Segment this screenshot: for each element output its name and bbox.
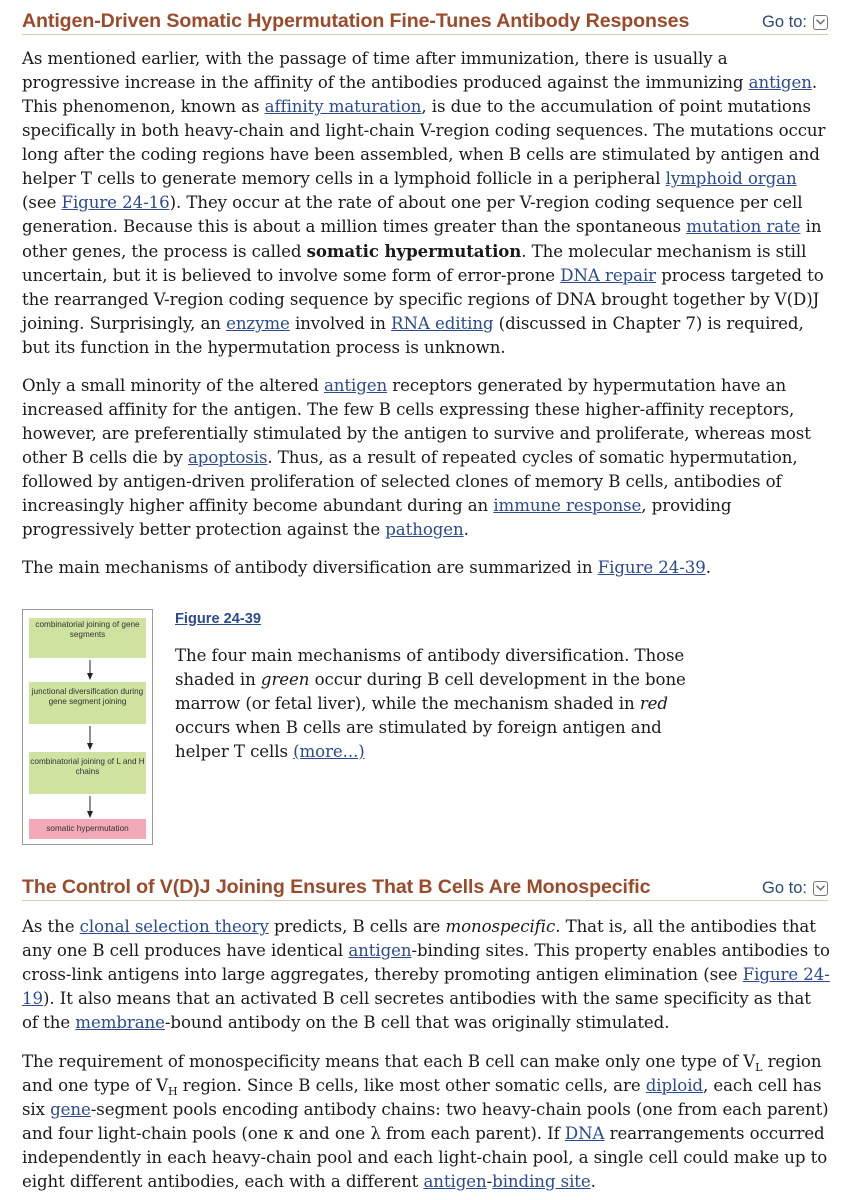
chevron-down-icon[interactable] [813, 15, 828, 30]
goto-menu[interactable] [762, 879, 828, 898]
link-immune-response[interactable]: immune response [493, 496, 642, 515]
link-antigen[interactable]: antigen [748, 73, 812, 92]
goto-label: Go to: [762, 13, 807, 31]
paragraph: The requirement of monospecificity means that each B cell can make only one type of $V_L$ region and one type of $V_H$ region. Since B cells, like most other somatic cells, are diploid, each cell has six gene-segment pools encoding antibody chains: two heavy-chain pools (one from each parent) and four light-chain pools (one κ and one λ from each parent). If DNA rearrangements occurred independently in each heavy-chain pool and each light-chain pool, a single cell could make up to eight different antibodies, each with a different antigen-binding site. [22, 1052, 829, 1191]
paragraph: As the clonal selection theory predicts, B cells are monospecific. That is, all the antibodies that any one B cell produces have identical antigen-binding sites. This property enables antibodies to cross-link antigens into large aggregates, thereby promoting antigen elimination (see Figure 24-19). It also means that an activated B cell secretes antibodies with the same specificity as that of the membrane-bound antibody on the B cell that was originally stimulated. [22, 917, 830, 1032]
section-heading-row [22, 4, 828, 35]
link-gene[interactable]: gene [50, 1100, 91, 1119]
arrow-down-icon [87, 796, 93, 818]
paragraph: The main mechanisms of antibody diversification are summarized in Figure 24-39. [22, 558, 711, 577]
section-heading-row [22, 870, 828, 901]
arrow-down-icon [87, 726, 93, 750]
link-dna-repair[interactable]: DNA repair [560, 266, 657, 285]
paragraph: Only a small minority of the altered antigen receptors generated by hypermutation have an increased affinity for the antigen. The few B cells expressing these higher-affinity receptors, however, are preferentially stimulated by the antigen to survive and proliferate, whereas most other B cells die by apoptosis. Thus, as a result of repeated cycles of somatic hypermutation, followed by antigen-driven proliferation of selected clones of memory B cells, antibodies of increasingly higher affinity become abundant during an immune response, providing progressively better protection against the pathogen. [22, 376, 811, 539]
figure-label-link[interactable]: Figure 24-39 [175, 611, 261, 627]
diagram-box-junctional-diversification: junctional diversification during gene segment joining [29, 682, 146, 724]
chevron-down-icon[interactable] [813, 881, 828, 896]
link-lymphoid-organ[interactable]: lymphoid organ [665, 169, 797, 188]
link-binding-site[interactable]: binding site [492, 1172, 591, 1191]
link-antigen[interactable]: antigen [423, 1172, 487, 1191]
link-figure-24-16[interactable]: Figure 24-16 [61, 193, 170, 212]
diagram-box-combinatorial-l-h-chains: combinatorial joining of L and H chains [29, 752, 146, 794]
section-title: Antigen-Driven Somatic Hypermutation Fine-Tunes Antibody Responses [22, 10, 690, 32]
link-apoptosis[interactable]: apoptosis [187, 448, 268, 467]
section-title: The Control of V(D)J Joining Ensures That B Cells Are Monospecific [22, 876, 651, 898]
link-membrane[interactable]: membrane [75, 1013, 165, 1032]
link-figure-24-19[interactable]: Figure 24-19 [22, 965, 830, 1008]
link-mutation-rate[interactable]: mutation rate [686, 217, 801, 236]
diagram-box-somatic-hypermutation: somatic hypermutation [29, 819, 146, 839]
link-antigen[interactable]: antigen [323, 376, 388, 395]
figure-thumbnail[interactable] [22, 609, 153, 845]
link-affinity-maturation[interactable]: affinity maturation [264, 97, 422, 116]
paragraph: As mentioned earlier, with the passage of time after immunization, there is usually a progressive increase in the affinity of the antibodies produced against the immunizing antigen. This phenomenon, known as affinity maturation, is due to the accumulation of point mutations specifically in both heavy-chain and light-chain V-region coding sequences. The mutations occur long after the coding regions have been assembled, when B cells are stimulated by antigen and helper T cells to generate memory cells in a lymphoid follicle in a peripheral lymphoid organ (see Figure 24-16). They occur at the rate of about one per V-region coding sequence per cell generation. Because this is about a million times greater than the spontaneous mutation rate in other genes, the process is called somatic hypermutation. The molecular mechanism is still uncertain, but it is believed to involve some form of error-prone DNA repair process targeted to the rearranged V-region coding sequence by specific regions of DNA brought together by V(D)J joining. Surprisingly, an enzyme involved in RNA editing (discussed in Chapter 7) is required, but its function in the hypermutation process is unknown. [22, 49, 826, 357]
diagram-box-combinatorial-joining: combinatorial joining of gene segments [29, 618, 146, 658]
arrow-down-icon [87, 660, 93, 680]
more-link[interactable]: (more...) [293, 742, 365, 761]
link-diploid[interactable]: diploid [645, 1076, 703, 1095]
link-pathogen[interactable]: pathogen [385, 520, 464, 539]
link-figure-24-39[interactable]: Figure 24-39 [597, 558, 706, 577]
link-antigen[interactable]: antigen [348, 941, 412, 960]
goto-menu[interactable] [762, 13, 828, 32]
figure-caption: The four main mechanisms of antibody diversification. Those shaded in green occur during B cell development in the bone marrow (or fetal liver), while the mechanism shaded in red occurs when B cells are stimulated by foreign antigen and helper T cells (more...) [175, 646, 686, 761]
goto-label: Go to: [762, 879, 807, 897]
link-rna-editing[interactable]: RNA editing [391, 314, 494, 333]
term-somatic-hypermutation: somatic hypermutation [306, 241, 522, 261]
link-clonal-selection-theory[interactable]: clonal selection theory [79, 917, 269, 936]
link-dna[interactable]: DNA [564, 1124, 605, 1143]
link-enzyme[interactable]: enzyme [226, 314, 290, 333]
